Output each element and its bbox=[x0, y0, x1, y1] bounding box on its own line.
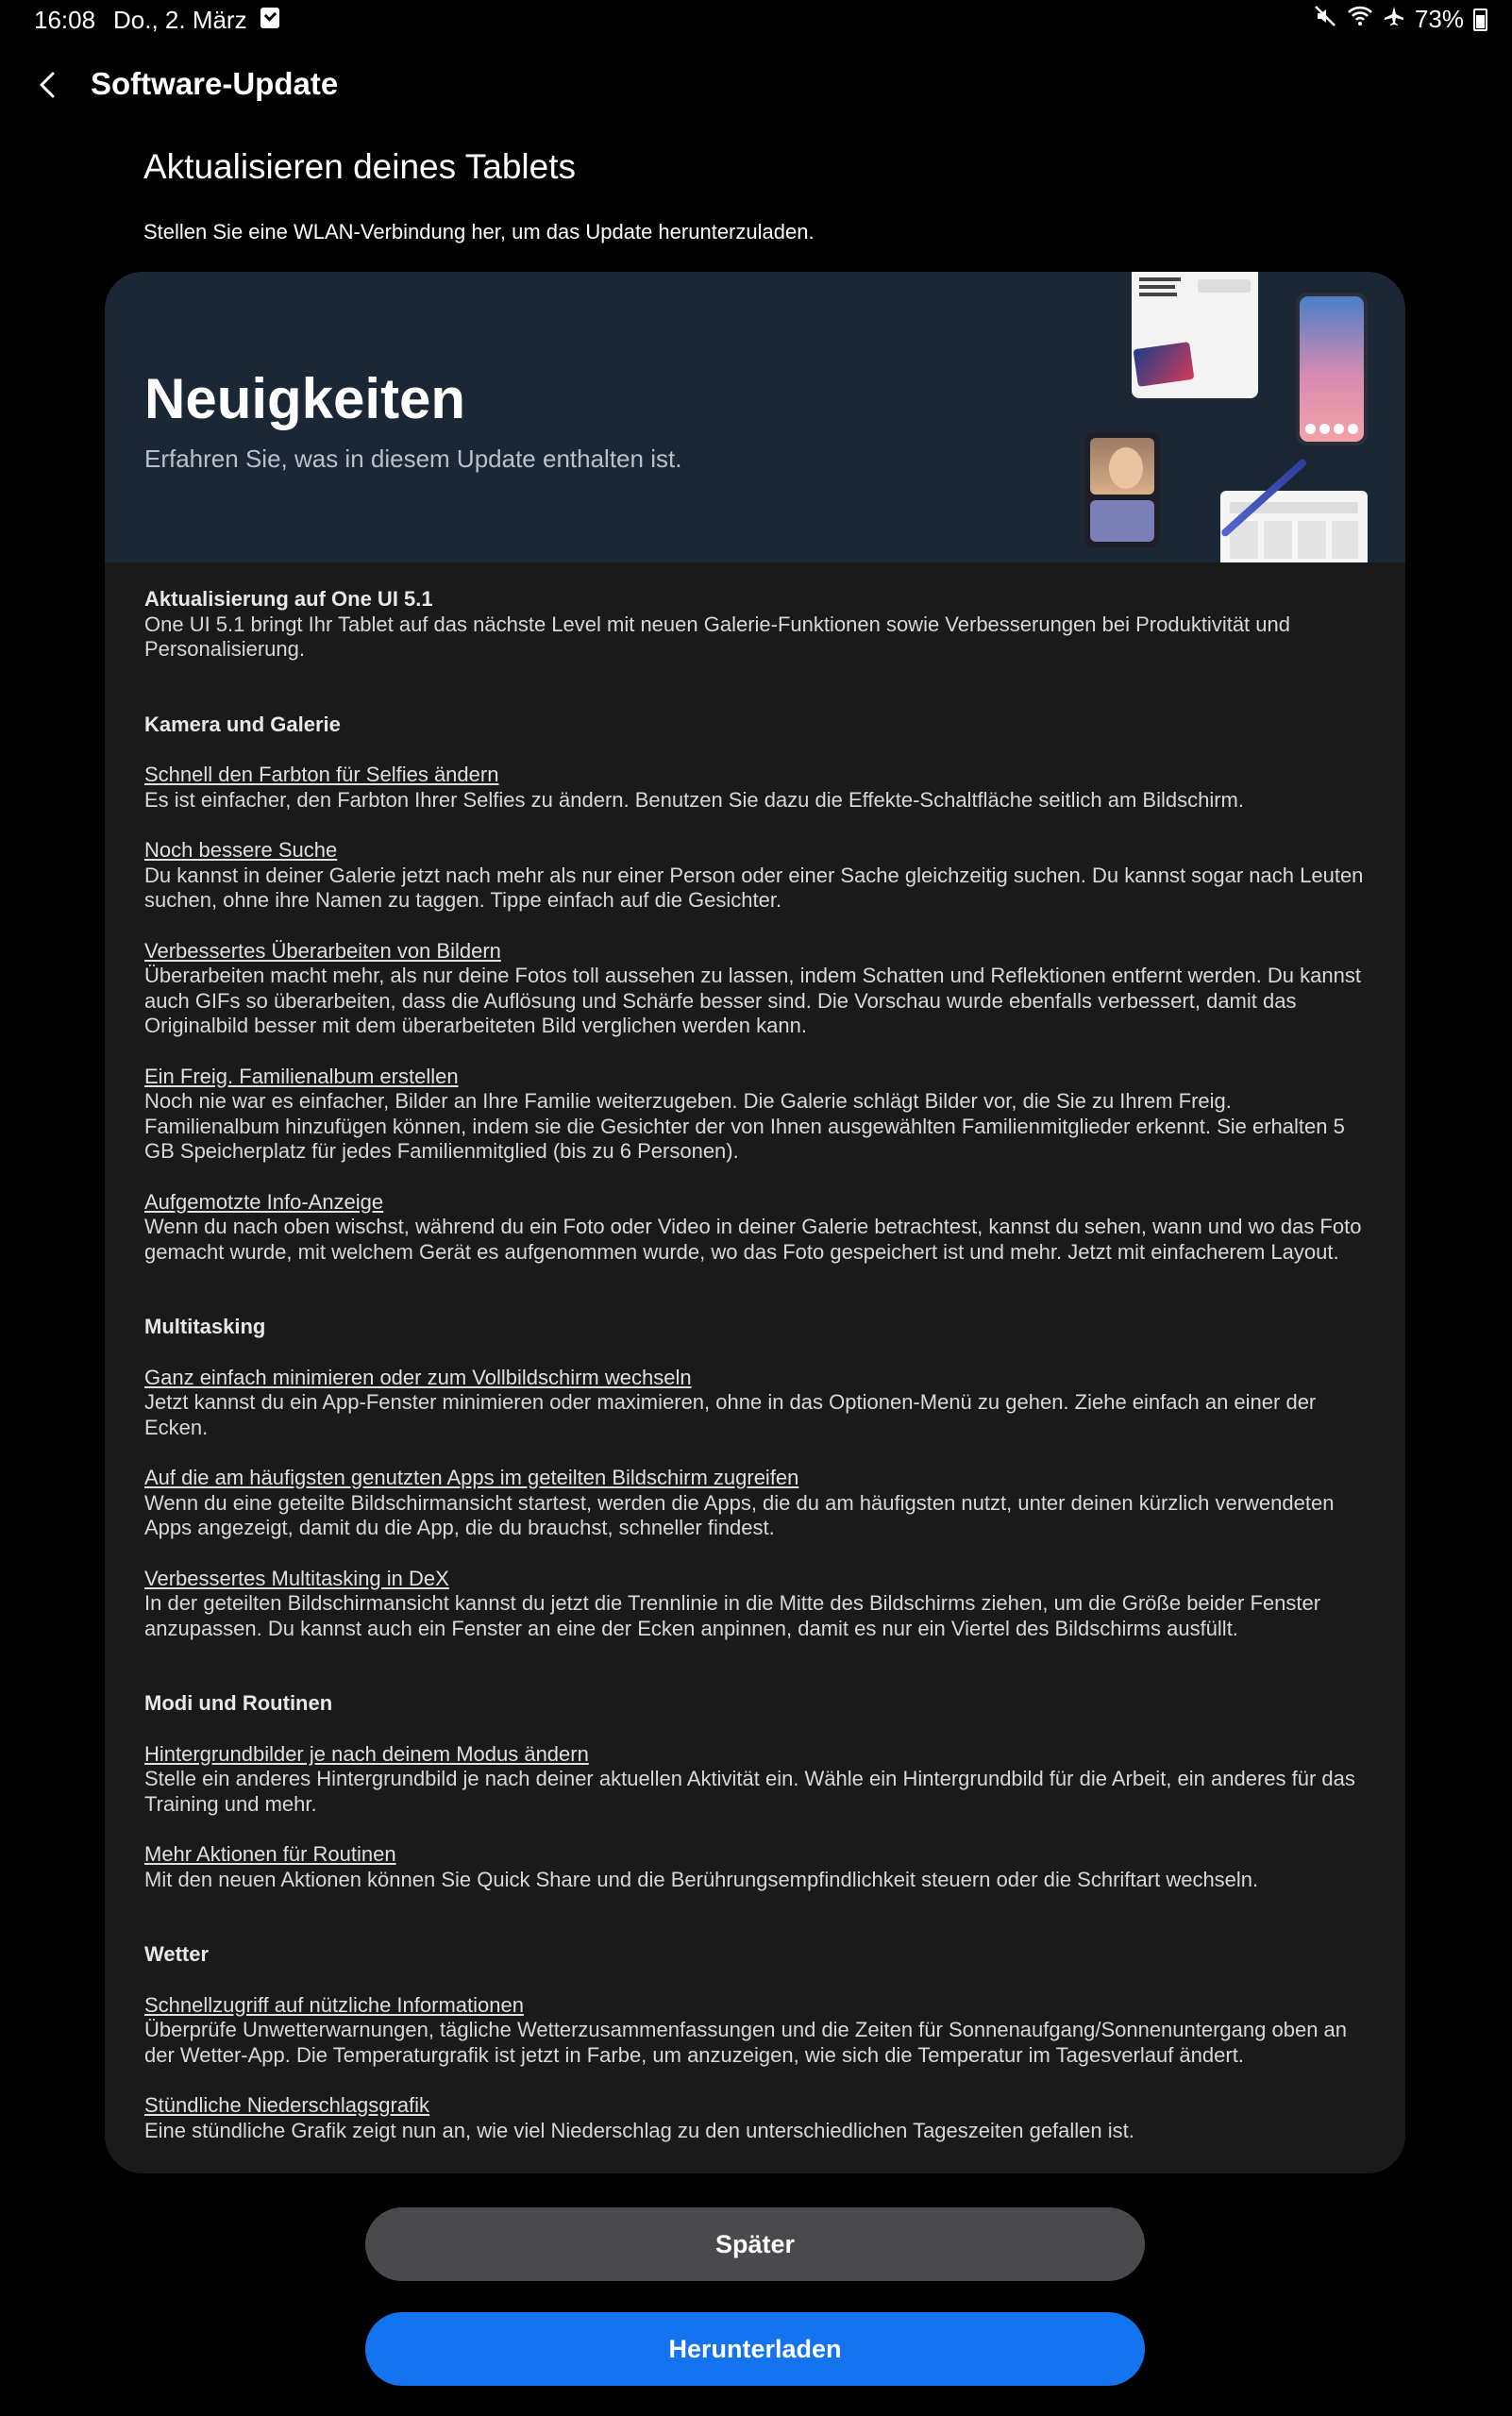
item-title: Ganz einfach minimieren oder zum Vollbildschirm wechseln bbox=[144, 1365, 692, 1389]
mute-icon bbox=[1313, 4, 1337, 35]
status-date: Do., 2. März bbox=[113, 6, 247, 34]
item-title: Aufgemotzte Info-Anzeige bbox=[144, 1189, 384, 1214]
status-icons bbox=[1313, 4, 1487, 35]
update-heading: Aktualisieren deines Tablets bbox=[143, 147, 576, 186]
notes-tablet-illustration bbox=[1220, 491, 1368, 562]
battery-icon bbox=[1473, 8, 1487, 31]
banner-subtitle: Erfahren Sie, was in diesem Update enthalten ist. bbox=[144, 445, 682, 473]
status-bar bbox=[0, 0, 1512, 40]
item-title: Ein Freig. Familienalbum erstellen bbox=[144, 1064, 459, 1088]
item-text: Stelle ein anderes Hintergrundbild je nach deiner aktuellen Aktivität ein. Wähle ein Hintergrundbild für die Arbeit, ein anderes für das Training und mehr. bbox=[144, 1767, 1355, 1816]
phone-illustration bbox=[1296, 293, 1368, 445]
item-text: Eine stündliche Grafik zeigt nun an, wie viel Niederschlag zu den unterschiedlichen Tageszeiten gefallen ist. bbox=[144, 2118, 1134, 2142]
changelog-item bbox=[144, 763, 1371, 813]
update-info-card[interactable] bbox=[105, 272, 1405, 2173]
changelog bbox=[144, 587, 1371, 2143]
item-title: Verbessertes Überarbeiten von Bildern bbox=[144, 938, 501, 963]
changelog-item bbox=[144, 939, 1371, 1039]
item-text: Noch nie war es einfacher, Bilder an Ihre Familie weiterzugeben. Die Galerie schlägt Bilder vor, die Sie zu Ihrem Freig. Familienalbum hinzufügen können, indem sie die Gesichter der von Ihnen ausgewählten Familienmitglieder erkennt. Sie erhalten 5 GB Speicherplatz für jedes Familienmitglied (bis zu 6 Personen). bbox=[144, 1089, 1345, 1163]
intro-text: One UI 5.1 bringt Ihr Tablet auf das nächste Level mit neuen Galerie-Funktionen sowie Verbesserungen bei Produktivität und Personalisierung. bbox=[144, 612, 1290, 661]
item-title: Noch bessere Suche bbox=[144, 838, 338, 862]
item-title: Hintergrundbilder je nach deinem Modus ändern bbox=[144, 1741, 589, 1766]
changelog-item bbox=[144, 2093, 1371, 2143]
tablet-illustration bbox=[1132, 272, 1258, 398]
item-text: Wenn du nach oben wischst, während du ein Foto oder Video in deiner Galerie betrachtest, kannst du sehen, wann und wo das Foto gemacht wurde, mit welchem Gerät es aufgenommen wurde, wo das Foto gespeichert ist und mehr. Jetzt mit einfacherem Layout. bbox=[144, 1215, 1362, 1264]
changelog-item bbox=[144, 1366, 1371, 1441]
status-time: 16:08 bbox=[34, 6, 96, 34]
battery-percent: 73% bbox=[1414, 5, 1464, 33]
item-title: Stündliche Niederschlagsgrafik bbox=[144, 2093, 430, 2117]
item-text: Jetzt kannst du ein App-Fenster minimieren oder maximieren, ohne in das Optionen-Menü zu gehen. Ziehe einfach an einer der Ecken. bbox=[144, 1390, 1317, 1439]
changelog-item bbox=[144, 1842, 1371, 1892]
airplane-icon bbox=[1383, 5, 1405, 34]
changelog-item bbox=[144, 838, 1371, 914]
changelog-item bbox=[144, 1742, 1371, 1818]
changelog-item bbox=[144, 1993, 1371, 2069]
notification-icon bbox=[260, 8, 279, 28]
item-text: Überprüfe Unwetterwarnungen, tägliche Wetterzusammenfassungen und die Zeiten für Sonnenaufgang/Sonnenuntergang oben an der Wetter-App. Die Temperaturgrafik ist jetzt in Farbe, um anzuzeigen, wie sich die Temperatur im Tagesverlauf ändert. bbox=[144, 2018, 1348, 2067]
item-title: Auf die am häufigsten genutzten Apps im geteilten Bildschirm zugreifen bbox=[144, 1466, 799, 1489]
item-title: Mehr Aktionen für Routinen bbox=[144, 1842, 396, 1866]
changelog-item bbox=[144, 1567, 1371, 1642]
item-text: Überarbeiten macht mehr, als nur deine Fotos toll aussehen zu lassen, indem Schatten und Reflektionen entfernt werden. Du kannst auch GIFs so überarbeiten, dass die Auflösung und Schärfe besser sind. Die Vorschau wurde ebenfalls verbessert, damit das Originalbild besser mit dem überarbeiteten Bild verglichen werden kann. bbox=[144, 964, 1361, 1037]
page-title: Software-Update bbox=[91, 66, 339, 101]
item-text: Du kannst in deiner Galerie jetzt nach mehr als nur einer Person oder einer Sache gleichzeitig suchen. Du kannst sogar nach Leuten suchen, ohne ihre Namen zu taggen. Tippe einfach auf die Gesichter. bbox=[144, 863, 1364, 912]
download-button[interactable]: Herunterladen bbox=[365, 2312, 1145, 2386]
whats-new-banner bbox=[105, 272, 1405, 562]
wifi-icon bbox=[1347, 4, 1373, 35]
banner-title: Neuigkeiten bbox=[144, 367, 466, 430]
section-title: Multitasking bbox=[144, 1315, 266, 1338]
item-title: Verbessertes Multitasking in DeX bbox=[144, 1566, 449, 1590]
intro-title: Aktualisierung auf One UI 5.1 bbox=[144, 587, 433, 611]
changelog-item bbox=[144, 1065, 1371, 1165]
flip-phone-illustration bbox=[1084, 432, 1160, 547]
item-title: Schnell den Farbton für Selfies ändern bbox=[144, 763, 499, 786]
changelog-item bbox=[144, 1190, 1371, 1266]
wifi-notice: Stellen Sie eine WLAN-Verbindung her, um das Update herunterzuladen. bbox=[143, 220, 815, 243]
section-title: Kamera und Galerie bbox=[144, 712, 341, 736]
changelog-item bbox=[144, 1466, 1371, 1541]
section-title: Wetter bbox=[144, 1942, 210, 1966]
item-title: Schnellzugriff auf nützliche Informationen bbox=[144, 1992, 524, 2017]
item-text: Es ist einfacher, den Farbton Ihrer Selfies zu ändern. Benutzen Sie dazu die Effekte-Schaltfläche seitlich am Bildschirm. bbox=[144, 787, 1244, 812]
item-text: In der geteilten Bildschirmansicht kannst du jetzt die Trennlinie in die Mitte des Bildschirms ziehen, um die Größe beider Fenster anzupassen. Du kannst auch ein Fenster an eine der Ecken anpinnen, damit es nur ein Viertel des Bildschirms ausfüllt. bbox=[144, 1591, 1321, 1640]
item-text: Mit den neuen Aktionen können Sie Quick Share und die Berührungsempfindlichkeit steuern oder die Schriftart wechseln. bbox=[144, 1867, 1259, 1891]
later-button[interactable]: Später bbox=[365, 2207, 1145, 2281]
section-title: Modi und Routinen bbox=[144, 1691, 333, 1715]
back-icon[interactable] bbox=[30, 66, 68, 104]
item-text: Wenn du eine geteilte Bildschirmansicht startest, werden die Apps, die du am häufigsten nutzt, unter deinen kürzlich verwendeten Apps angezeigt, damit du die App, die du brauchst, schneller findest. bbox=[144, 1490, 1335, 1539]
